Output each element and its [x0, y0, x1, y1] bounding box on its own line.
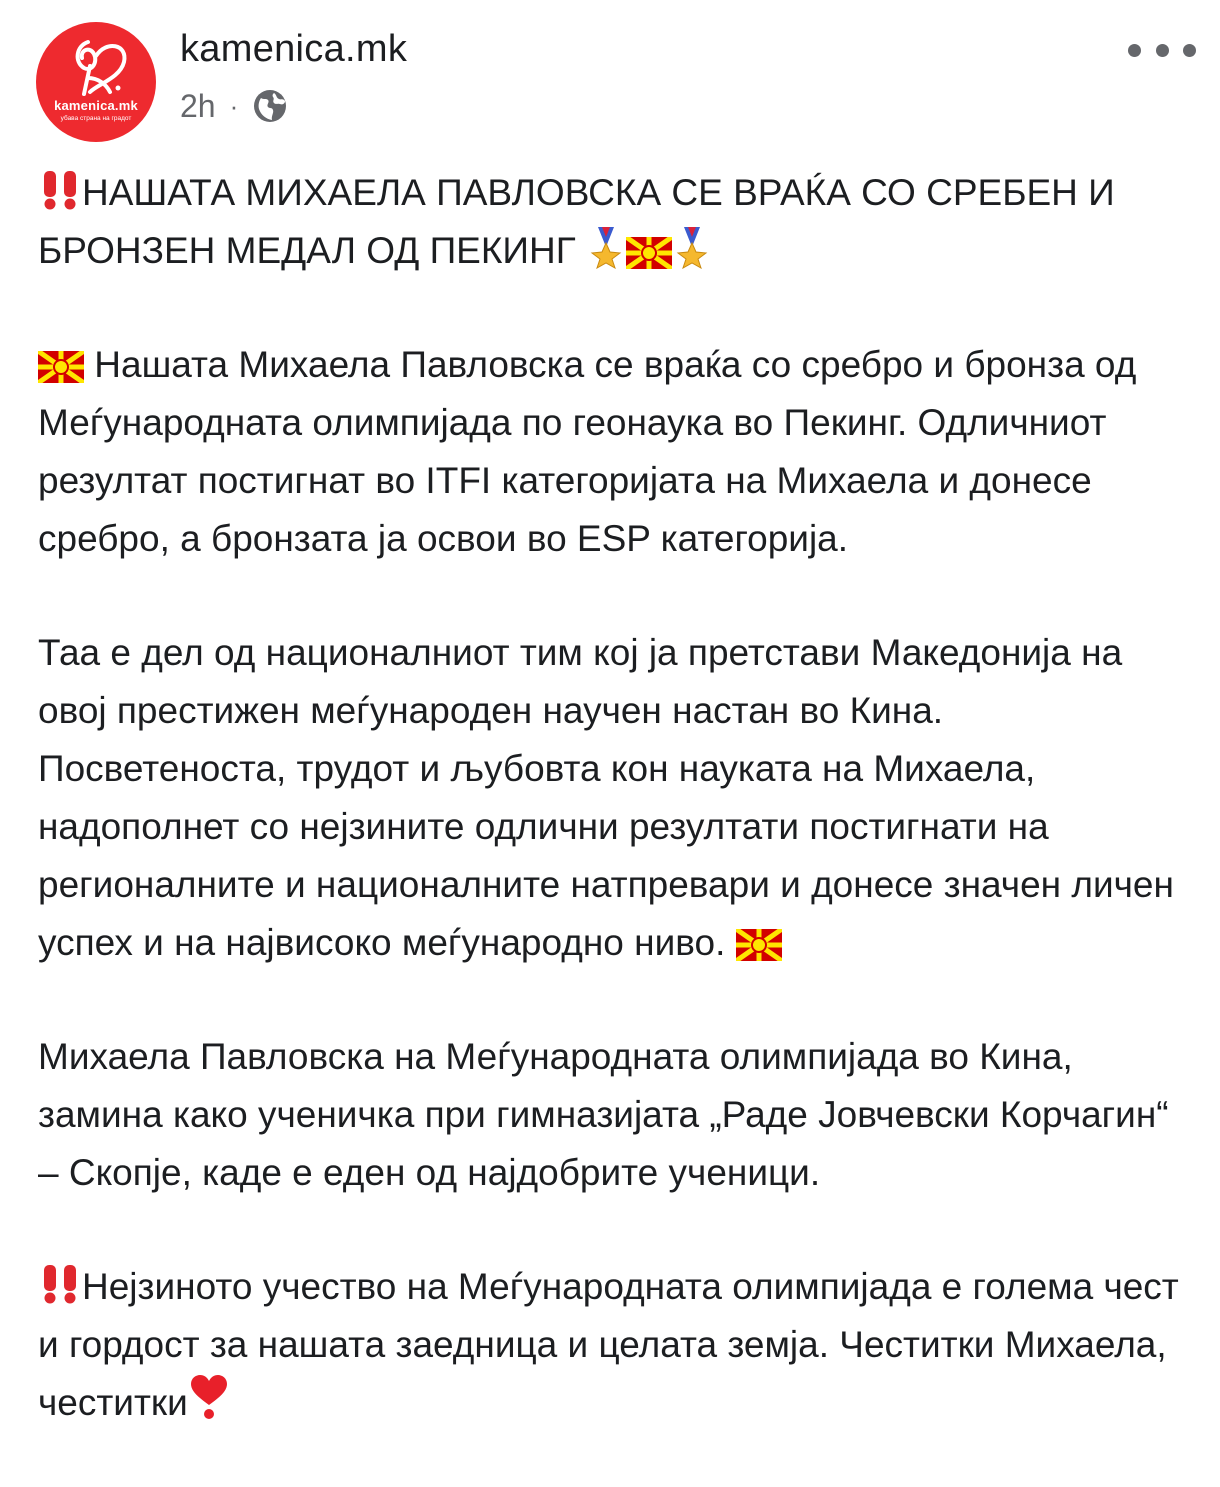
headline-text: НАШАТА МИХАЕЛА ПАВЛОВСКА СЕ ВРАЌА СО СРЕБЕН И БРОНЗЕН МЕДАЛ ОД ПЕКИНГ	[38, 172, 1115, 271]
more-horizontal-icon	[1128, 44, 1141, 57]
paragraph-1-text: Нашата Михаела Павловска се враќа со сребро и бронза од Меѓународната олимпијада по геонаука во Пекинг. Одличниот резултат постигнат во ITFI категоријата на Михаела и донесе сребро, а бронзата ја освои во ESP категорија.	[38, 344, 1137, 559]
post-paragraph-3	[38, 1028, 1188, 1202]
north-macedonia-flag-icon	[626, 237, 672, 269]
page-name-link[interactable]: kamenica.mk	[180, 28, 408, 70]
double-exclamation-icon	[38, 167, 82, 211]
avatar-tagline-text: убава страна на градот	[60, 115, 132, 122]
avatar-brand-text: kamenica.mk	[54, 98, 138, 113]
double-exclamation-icon	[38, 1261, 82, 1305]
military-medal-icon	[586, 225, 626, 269]
page-avatar[interactable]	[36, 22, 156, 142]
globe-icon[interactable]	[252, 88, 288, 124]
post-header	[36, 22, 1196, 132]
paragraph-2-text: Таа е дел од националниот тим кој ја претстави Македонија на овој престижен меѓународен научен настан во Кина. Посветеноста, трудот и љубовта кон науката на Михаела, надополнет со нејзините одлични резултати постигнати на регионалните и националните натпревари и донесе значен личен успех и на највисоко меѓународно ниво.	[38, 632, 1174, 963]
military-medal-icon	[672, 225, 712, 269]
meta-separator: ·	[229, 90, 239, 121]
post-body	[38, 164, 1188, 1432]
paragraph-4-text: Нејзиното учество на Меѓународната олимпијада е голема чест и гордост за нашата заедница и целата земја. Честитки Михаела, честитки	[38, 1266, 1179, 1423]
post-headline	[38, 164, 1188, 280]
post-paragraph-4	[38, 1258, 1188, 1432]
paragraph-3-text: Михаела Павловска на Меѓународната олимпијада во Кина, замина како ученичка при гимназијата „Раде Јовчевски Корчагин“ – Скопје, каде е еден од најдобрите ученици.	[38, 1036, 1169, 1193]
post-timestamp[interactable]: 2h	[180, 87, 216, 124]
kamenica-logo-icon	[36, 22, 156, 142]
north-macedonia-flag-icon	[38, 351, 84, 383]
north-macedonia-flag-icon	[736, 929, 782, 961]
post-paragraph-2	[38, 624, 1188, 972]
heart-exclamation-icon	[188, 1375, 230, 1421]
more-horizontal-icon-dot	[1183, 44, 1196, 57]
post-meta	[180, 86, 288, 126]
more-horizontal-icon-dot	[1156, 44, 1169, 57]
more-options-button[interactable]	[1128, 30, 1196, 70]
post-paragraph-1	[38, 336, 1188, 568]
